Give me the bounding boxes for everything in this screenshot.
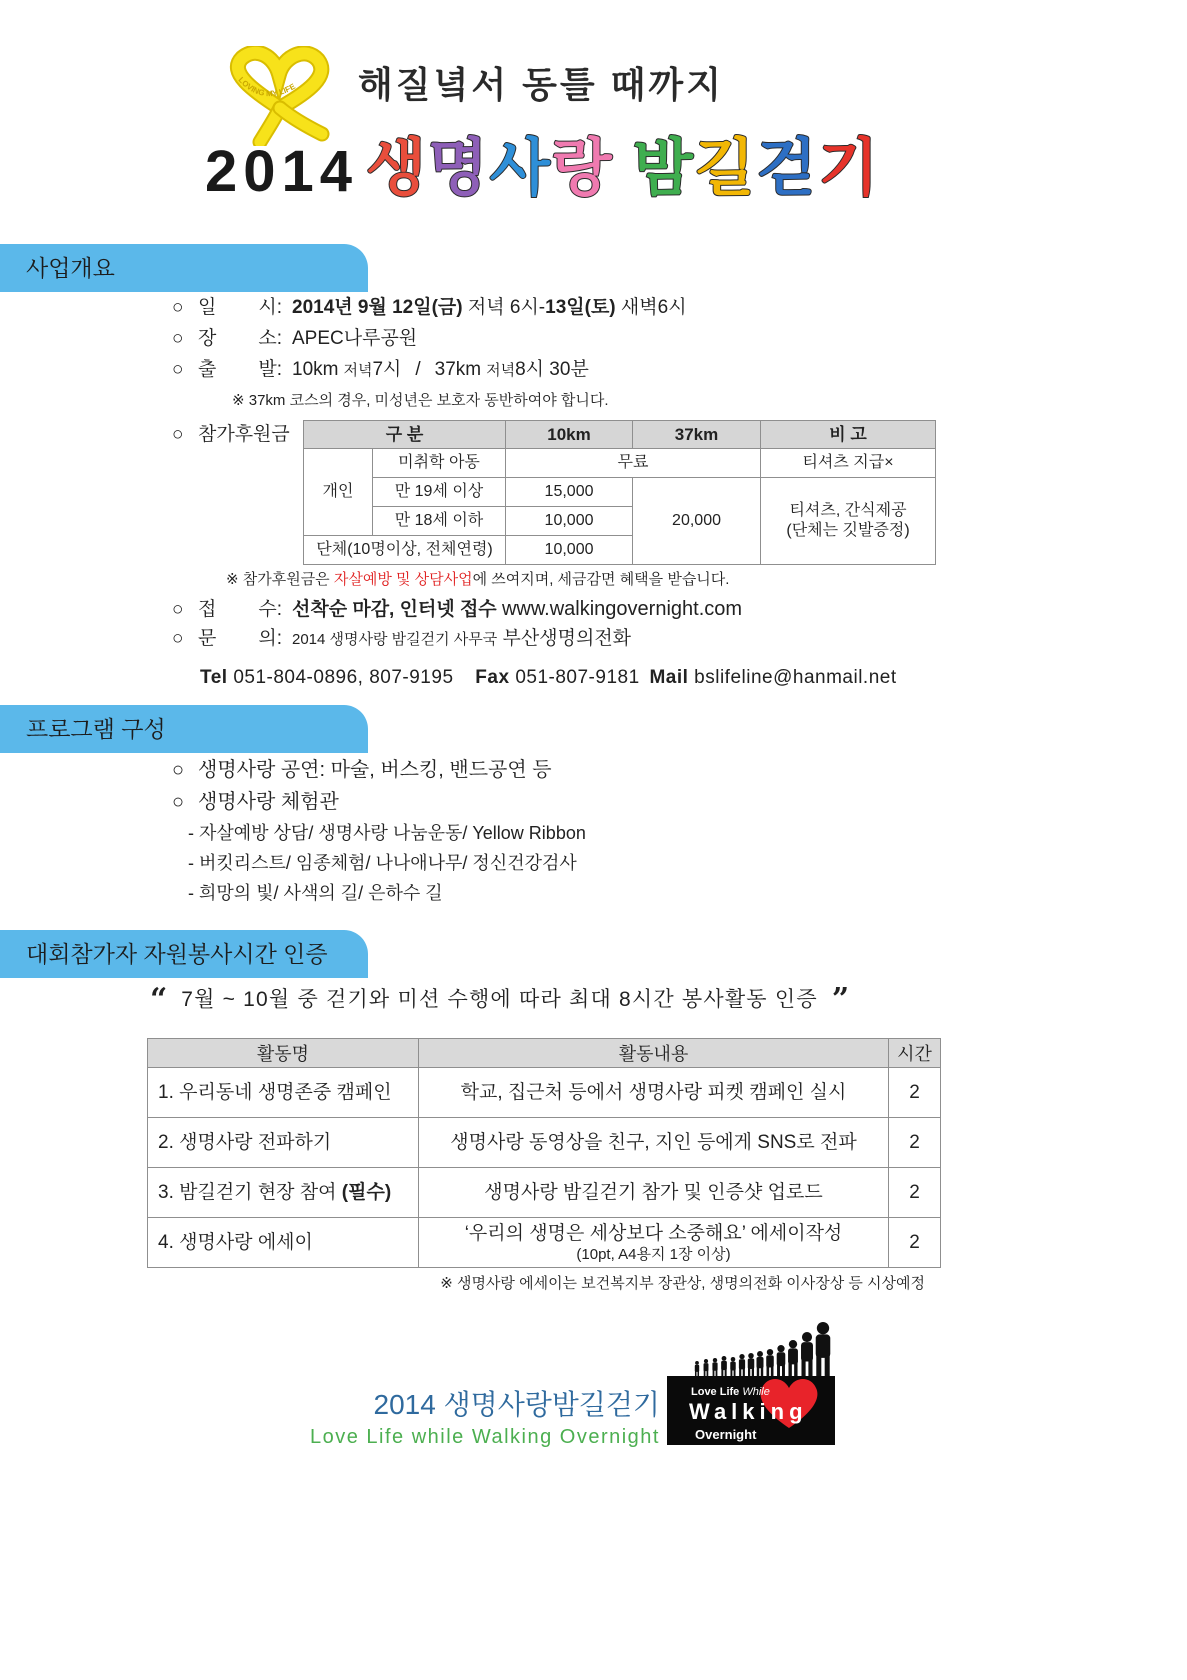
table-row [148,1168,941,1218]
registration-label: 접 수: [198,599,282,620]
inquiry-label: 문 의: [198,628,282,649]
activity-hours: 2 [889,1218,941,1268]
inquiry-office: 2014 생명사랑 밤길걷기 사무국 [292,631,498,648]
section-heading-overview: 사업개요 [0,244,368,292]
activity-header-content: 활동내용 [419,1039,889,1068]
fee-group-10km: 10,000 [506,536,633,565]
program-item [172,787,339,817]
title-char: 밤 [632,134,695,203]
bullet-icon: ○ [172,599,184,620]
date-start: 2014년 9월 12일(금) [292,297,463,318]
fee-label: 참가후원금 [198,424,290,445]
fee-adult-label: 만 19세 이상 [373,478,506,507]
date-label: 일 시: [198,297,282,318]
activity-content-cell [419,1218,889,1268]
title-char: 기 [818,134,881,203]
activity-name: 3. 밤길걷기 현장 참여 [158,1181,337,1203]
walker-silhouette [695,1361,699,1378]
walker-silhouette [766,1349,774,1378]
essay-award-note: ※ 생명사랑 에세이는 보건복지부 장관상, 생명의전화 이사장상 등 시상예정 [440,1275,925,1292]
footer-tagline: Love Life while Walking Overnight [309,1426,660,1448]
program-item-text: 생명사랑 공연: 마술, 버스킹, 밴드공연 등 [198,759,552,781]
activity-table-header-row [148,1039,941,1068]
tel-label: Tel [200,667,228,688]
bullet-icon: ○ [172,628,184,649]
venue-label: 장 소: [198,328,282,349]
fee-minor-10km: 10,000 [506,507,633,536]
departure-value [292,359,589,380]
main-title [366,126,880,212]
date-value [292,297,687,318]
fee-note-before: ※ 참가후원금은 [226,571,334,588]
fax-number: 051-807-9181 [515,667,640,688]
fee-header-10km: 10km [506,421,633,449]
fee-table-header-row [304,421,936,449]
table-row [148,1118,941,1168]
walker-silhouette [748,1353,755,1378]
fax-label: Fax [475,667,510,688]
fee-group-label: 단체(10명이상, 전체연령) [304,536,506,565]
event-year: 2014 [205,139,359,204]
overview-inquiry-row [172,624,631,654]
walker-silhouette [777,1345,786,1378]
section-heading-program: 프로그램 구성 [0,705,368,753]
registration-url[interactable]: www.walkingovernight.com [501,598,743,620]
course-37km-time-prefix: 저녁 [486,362,516,379]
walker-silhouette [704,1359,709,1378]
fee-table-row [304,449,936,478]
activity-content: 생명사랑 밤길걷기 참가 및 인증샷 업로드 [419,1168,889,1218]
course-37km-time: 8시 30분 [515,359,589,380]
fee-table [303,420,936,565]
overview-fee-row [172,420,290,450]
activity-name-cell [148,1168,419,1218]
contact-line [200,663,897,693]
logo-walking-text: Walking [689,1399,808,1424]
overview-departure-row [172,355,589,385]
registration-method: 선착순 마감, 인터넷 접수 [292,599,497,620]
program-sub-item: - 버킷리스트/ 임종체험/ 나나애나무/ 정신건강검사 [188,853,577,873]
footer-title: 2014 생명사랑밤길걷기 [373,1389,660,1420]
program-item [172,755,552,785]
program-sub-item: - 자살예방 상담/ 생명사랑 나눔운동/ Yellow Ribbon [188,823,586,843]
mail-label: Mail [649,667,689,688]
fee-37km-note [761,478,936,565]
fee-adult-10km: 15,000 [506,478,633,507]
walker-silhouette [730,1357,735,1378]
walker-silhouette [739,1354,745,1378]
bullet-icon: ○ [172,759,185,781]
fee-37km-value: 20,000 [633,478,761,565]
date-end: 13일(토) [545,297,616,318]
fee-table-row [304,478,936,507]
event-subtitle: 해질녘서 동틀 때까지 [358,64,724,105]
program-sub-item: - 희망의 빛/ 사색의 길/ 은하수 길 [188,883,443,903]
bullet-icon: ○ [172,791,185,813]
activity-name: 1. 우리동네 생명존중 캠페인 [148,1068,419,1118]
logo-while-text: While [742,1386,770,1398]
walker-silhouette [756,1351,763,1378]
walker-silhouette [801,1332,813,1378]
activity-content-detail: (10pt, A4용지 1장 이상) [576,1245,731,1263]
course-10km: 10km [292,359,339,380]
walker-silhouette [788,1340,798,1378]
bullet-icon: ○ [172,424,184,445]
activity-hours: 2 [889,1118,941,1168]
overview-registration-row [172,594,742,624]
mail-address[interactable]: bslifeline@hanmail.net [694,667,897,688]
table-row [148,1068,941,1118]
activity-content: 생명사랑 동영상을 친구, 지인 등에게 SNS로 전파 [419,1118,889,1168]
date-start-time: 저녁 6시- [467,297,546,318]
course-37km: 37km [434,359,482,380]
departure-label: 출 발: [198,359,282,380]
fee-minor-label: 만 18세 이하 [373,507,506,536]
fee-note-highlight: 자살예방 및 상담사업 [333,571,473,588]
activity-required-badge: (필수) [341,1181,392,1203]
activity-header-hours: 시간 [889,1039,941,1068]
date-end-time: 새벽6시 [620,297,687,318]
fee-preschool-fee: 무료 [506,449,761,478]
activity-hours: 2 [889,1168,941,1218]
title-char: 생 [366,134,428,203]
walking-overnight-logo [667,1318,835,1445]
bullet-icon: ○ [172,328,184,349]
activity-header-name: 활동명 [148,1039,419,1068]
course-10km-time: 7시 [372,359,402,380]
fee-37km-note-line2: (단체는 깃발증정) [786,522,910,539]
activity-content: 학교, 집근처 등에서 생명사랑 피켓 캠페인 실시 [419,1068,889,1118]
yellow-ribbon-logo [212,46,347,146]
section-heading-volunteer: 대회참가자 자원봉사시간 인증 [0,930,368,978]
program-item-text: 생명사랑 체험관 [198,791,339,813]
walker-silhouette [816,1322,831,1378]
close-quote-mark: ” [831,982,850,1017]
quote-text: 7월 ~ 10월 중 걷기와 미션 수행에 따라 최대 8시간 봉사활동 인증 [181,988,818,1011]
departure-separator: / [415,359,421,380]
logo-love-life-text: Love Life [691,1386,740,1398]
title-char: 랑 [551,134,614,203]
fee-preschool-label: 미취학 아동 [373,449,506,478]
fee-header-37km: 37km [633,421,761,449]
title-char: 사 [489,134,552,203]
table-row [148,1218,941,1268]
overview-date-row [172,293,687,323]
title-char: 걷 [756,134,819,203]
walker-silhouette [712,1358,717,1378]
fee-note [226,568,729,592]
bullet-icon: ○ [172,359,184,380]
fee-header-category: 구 분 [304,421,506,449]
inquiry-organization: 부산생명의전화 [502,628,632,649]
open-quote-mark: “ [150,982,168,1017]
activity-name: 4. 생명사랑 에세이 [148,1218,419,1268]
fee-header-remarks: 비 고 [761,421,936,449]
activity-name: 2. 생명사랑 전파하기 [148,1118,419,1168]
title-char: 길 [694,134,757,203]
logo-love-life [691,1386,770,1398]
venue-value: APEC나루공원 [292,328,418,349]
title-space [614,134,633,203]
volunteer-quote [150,982,849,1020]
fee-preschool-note: 티셔츠 지급× [761,449,936,478]
course-10km-time-prefix: 저녁 [343,362,373,379]
walkers-silhouette-group [695,1322,830,1378]
bullet-icon: ○ [172,297,184,318]
ribbon-icon [238,53,322,142]
activity-table [147,1038,941,1268]
activity-content: ‘우리의 생명은 세상보다 소중해요’ 에세이작성 [464,1222,843,1244]
tel-number: 051-804-0896, 807-9195 [233,667,454,688]
departure-note: ※ 37km 코스의 경우, 미성년은 보호자 동반하여야 합니다. [232,392,609,409]
overview-venue-row [172,324,417,354]
activity-hours: 2 [889,1068,941,1118]
fee-note-after: 에 쓰여지며, 세금감면 혜택을 받습니다. [472,571,730,588]
ribbon-text: LOVING MY LIFE [236,75,297,99]
logo-overnight-text: Overnight [695,1427,757,1442]
fee-37km-note-line1: 티셔츠, 간식제공 [789,502,907,519]
fee-individual-label: 개인 [304,449,373,536]
walker-silhouette [721,1356,727,1378]
title-char: 명 [427,134,490,203]
